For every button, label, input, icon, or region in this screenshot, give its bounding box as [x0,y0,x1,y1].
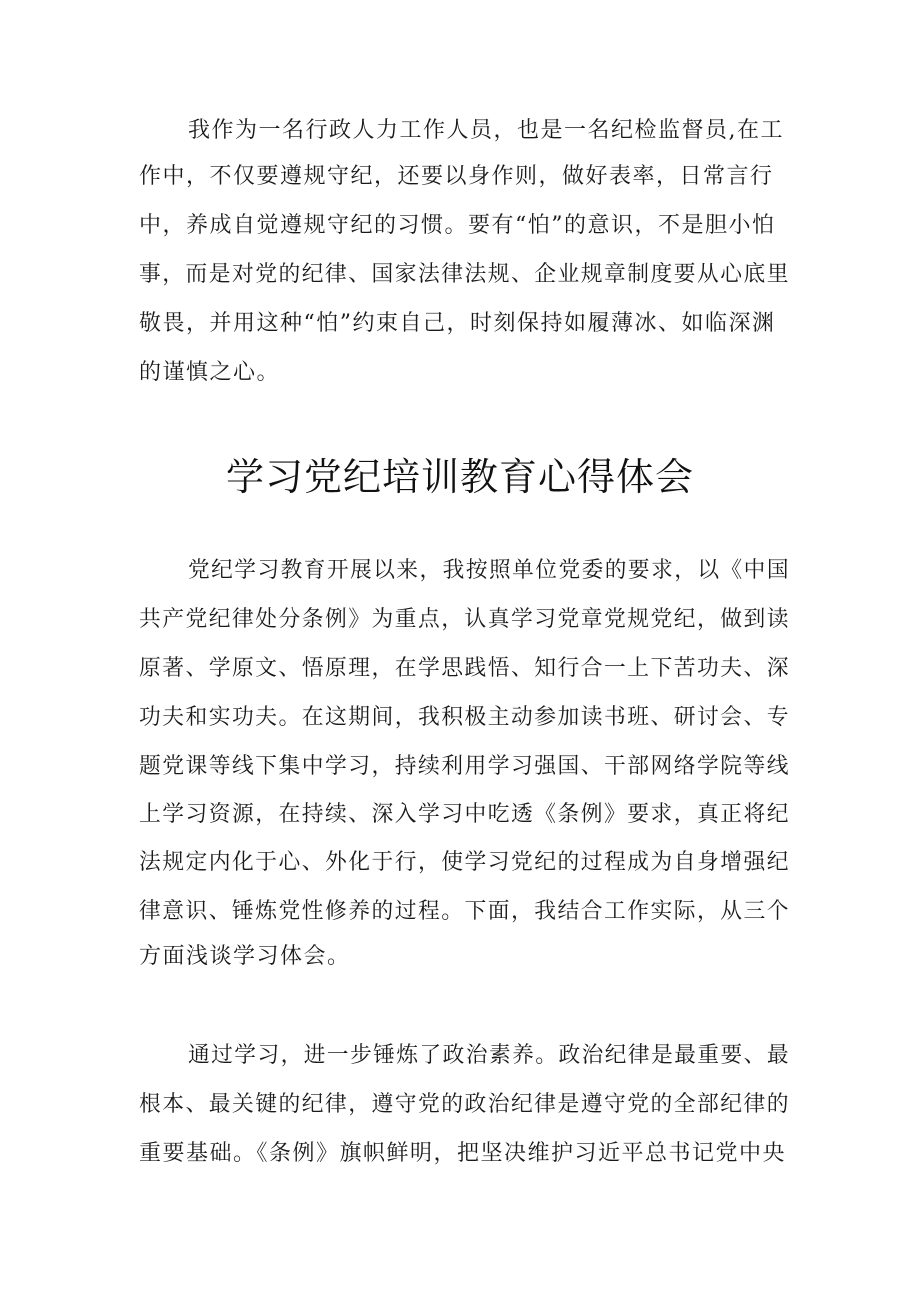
paragraph-line: 党纪学习教育开展以来，我按照单位党委的要求，以《中国 [188,558,790,583]
paragraph-line: 方面浅谈学习体会。 [139,944,351,969]
paragraph-line: 上学习资源，在持续、深入学习中吃透《条例》要求，真正将纪 [139,802,790,827]
paragraph-line: 律意识、锤炼党性修养的过程。下面，我结合工作实际，从三个 [139,899,790,924]
paragraph-line: 的谨慎之心。 [139,360,281,385]
paragraph-line: 敬畏，并用这种“怕”约束自己，时刻保持如履薄冰、如临深渊 [139,311,776,336]
paragraph-line: 法规定内化于心、外化于行，使学习党纪的过程成为自身增强纪 [139,850,790,875]
paragraph-line: 作中，不仅要遵规守纪，还要以身作则，做好表率，日常言行 [139,164,774,189]
document-title: 学习党纪培训教育心得体会 [225,455,694,499]
paragraph-line: 我作为一名行政人力工作人员，也是一名纪检监督员,在工 [188,118,784,143]
paragraph-line: 共产党纪律处分条例》为重点，认真学习党章党规党纪，做到读 [139,607,790,632]
paragraph-line: 通过学习，进一步锤炼了政治素养。政治纪律是最重要、最 [188,1043,790,1068]
paragraph-line: 原著、学原文、悟原理，在学思践悟、知行合一上下苦功夫、深 [139,656,790,681]
paragraph-line: 根本、最关键的纪律，遵守党的政治纪律是遵守党的全部纪律的 [139,1092,790,1117]
paragraph-line: 功夫和实功夫。在这期间，我积极主动参加读书班、研讨会、专 [139,705,790,730]
paragraph-line: 事，而是对党的纪律、国家法律法规、企业规章制度要从心底里 [139,262,790,287]
paragraph-line: 题党课等线下集中学习，持续利用学习强国、干部网络学院等线 [139,754,790,779]
paragraph-line: 重要基础。《条例》旗帜鲜明，把坚决维护习近平总书记党中央 [139,1141,787,1166]
paragraph-line: 中，养成自觉遵规守纪的习惯。要有“怕”的意识，不是胆小怕 [139,213,776,238]
